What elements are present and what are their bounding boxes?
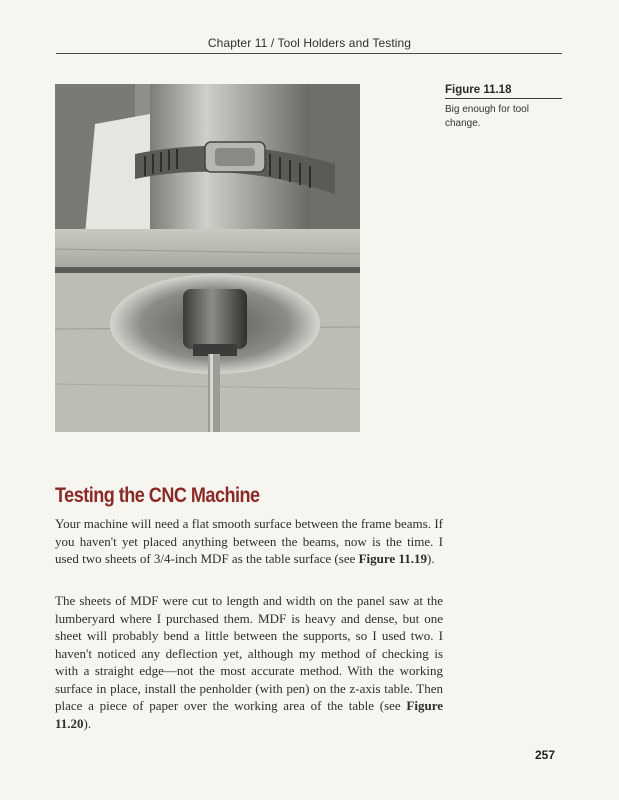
figure-reference-11-19: Figure 11.19 [358, 551, 427, 566]
figure-rule [445, 98, 562, 99]
running-head: Chapter 11 / Tool Holders and Testing [207, 36, 412, 50]
body-paragraph-2 [55, 592, 443, 732]
figure-reference-11-20: Figure 11.20 [55, 698, 443, 731]
section-heading: Testing the CNC Machine [55, 484, 260, 507]
paragraph-2-text: The sheets of MDF were cut to length and width on the panel saw at the lumberyard where I purchased them. MDF is heavy and dense, but one sheet will probably bend a little between the supports, so I used two. I haven't noticed any deflection yet, although my method of checking is with a straight edge—not the most accurate method. With the working surface in place, install the penholder (with pen) on the z-axis table. Then place a piece of paper over the working area of the table (see [55, 593, 443, 713]
figure-photo [55, 84, 360, 432]
paragraph-2-tail: ). [83, 715, 92, 731]
header-rule [56, 53, 562, 54]
body-paragraph-1 [55, 515, 443, 568]
figure-caption: Big enough for tool change. [445, 104, 529, 129]
paragraph-1-text: Your machine will need a flat smooth surface between the frame beams. If you haven't yet placed anything between the beams, now is the time. I used two sheets of 3/4-inch MDF as the table surface (see [55, 516, 443, 566]
figure-label: Figure 11.18 [445, 84, 512, 96]
paragraph-1-tail: ). [426, 551, 435, 566]
page-number: 257 [535, 748, 556, 762]
